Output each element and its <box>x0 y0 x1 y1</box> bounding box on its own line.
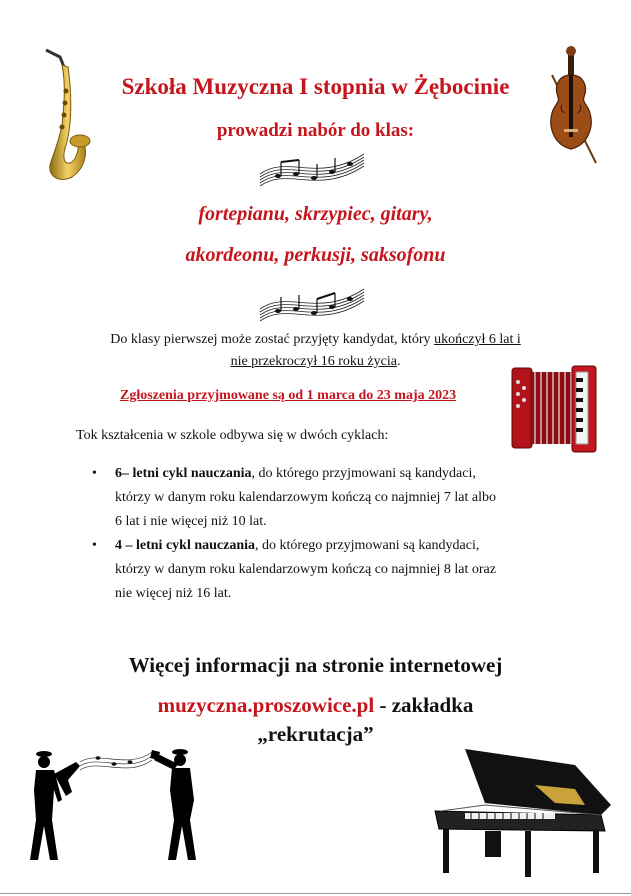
tab-prefix: - zakładka <box>374 693 474 717</box>
criteria-text: Do klasy pierwszej może zostać przyjęty kandydat, który <box>110 332 435 347</box>
website-link[interactable]: muzyczna.proszowice.pl <box>157 693 375 717</box>
bullet: • <box>92 538 97 553</box>
list-item <box>92 462 562 534</box>
cycle-name: 4 – letni cykl nauczania <box>115 538 256 553</box>
list-item <box>92 534 562 606</box>
music-notes-icon <box>258 150 366 192</box>
application-deadline: Zgłoszenia przyjmowane są od 1 marca do 23 maja 2023 <box>120 388 457 403</box>
cycles-intro: Tok kształcenia w szkole odbywa się w dwóch cyklach: <box>76 428 389 443</box>
accordion-icon <box>508 362 600 457</box>
cycle-desc: 6 lat i nie więcej niż 10 lat. <box>115 514 267 529</box>
more-info-heading: Więcej informacji na stronie internetowej <box>128 653 503 677</box>
instruments-line-2: akordeonu, perkusji, saksofonu <box>185 244 446 266</box>
cycle-desc: którzy w danym roku kalendarzowym kończą co najmniej 7 lat albo <box>115 490 496 505</box>
cycle-list <box>92 462 562 606</box>
bullet: • <box>92 466 97 481</box>
page-border <box>0 893 631 894</box>
criteria-age-max: nie przekroczył 16 roku życia <box>230 354 397 369</box>
music-notes-icon <box>258 285 366 327</box>
criteria-age-min: ukończył 6 lat i <box>434 332 521 347</box>
instruments-line-1: fortepianu, skrzypiec, gitary, <box>198 203 433 225</box>
grand-piano-icon <box>425 745 615 880</box>
criteria-end: . <box>396 354 401 369</box>
cycle-desc: , do którego przyjmowani są kandydaci, <box>251 466 476 481</box>
musicians-silhouette-icon <box>28 740 208 865</box>
page-title: Szkoła Muzyczna I stopnia w Żębocinie <box>121 74 510 99</box>
cycle-desc: , do którego przyjmowani są kandydaci, <box>255 538 480 553</box>
page-subtitle: prowadzi nabór do klas: <box>216 120 415 141</box>
cycle-desc: którzy w danym roku kalendarzowym kończą co najmniej 8 lat oraz <box>115 562 496 577</box>
cycle-desc: nie więcej niż 16 lat. <box>115 586 232 601</box>
saxophone-icon <box>38 45 100 185</box>
website-row <box>0 693 631 718</box>
cycle-name: 6– letni cykl nauczania <box>115 466 252 481</box>
tab-name: „rekrutacja” <box>257 722 374 746</box>
violin-icon <box>540 45 602 167</box>
